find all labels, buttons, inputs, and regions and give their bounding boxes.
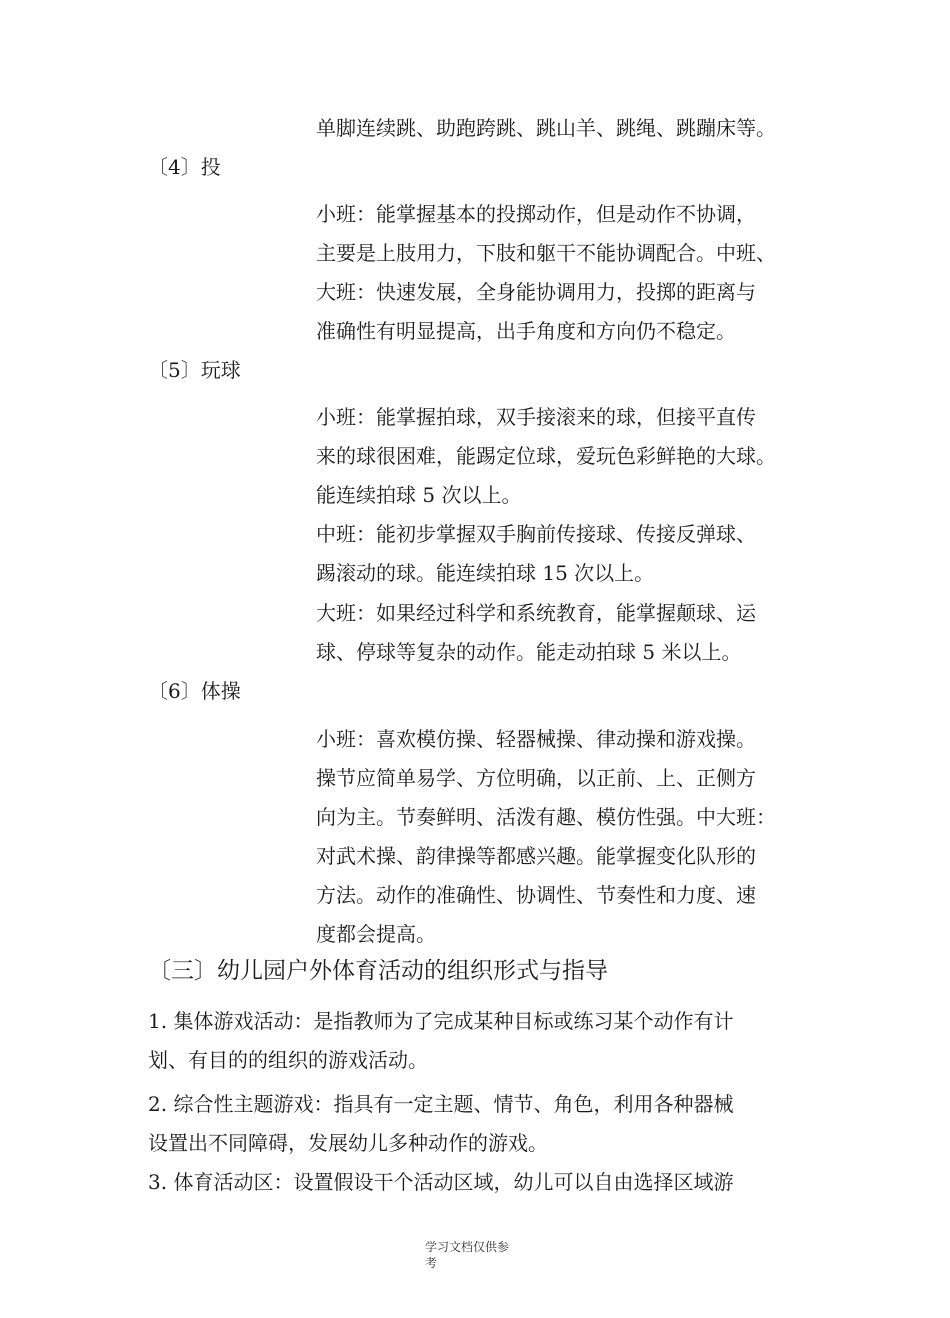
text-line: 向为主。节奏鲜明、活泼有趣、模仿性强。中大班： [316,805,776,829]
footer-note-line1: 学习文档仅供参 [425,1240,510,1254]
subheading-throw: 〔4〕投 [148,155,221,179]
text-line: 小班：喜欢模仿操、轻器械操、律动操和游戏操。 [316,727,756,751]
text-line: 设置出不同障碍，发展幼儿多种动作的游戏。 [148,1131,548,1155]
list-item-3: 3. 体育活动区：设置假设干个活动区域，幼儿可以自由选择区域游 [148,1170,734,1194]
text-line: 球、停球等复杂的动作。能走动拍球 5 米以上。 [316,640,742,664]
subheading-gymnastics: 〔6〕体操 [148,679,241,703]
list-item-1: 1. 集体游戏活动：是指教师为了完成某种目标或练习某个动作有计 [148,1009,734,1033]
text-line: 操节应简单易学、方位明确，以正前、上、正侧方 [316,766,756,790]
text-line: 方法。动作的准确性、协调性、节奏性和力度、速 [316,883,756,907]
text-line: 单脚连续跳、助跑跨跳、跳山羊、跳绳、跳蹦床等。 [316,116,776,140]
text-line: 大班：快速发展，全身能协调用力，投掷的距离与 [316,280,756,304]
section-heading: 〔三〕幼儿园户外体育活动的组织形式与指导 [148,958,608,984]
text-line: 来的球很困难，能踢定位球，爱玩色彩鲜艳的大球。 [316,444,776,468]
text-line: 小班：能掌握基本的投掷动作，但是动作不协调， [316,202,756,226]
footer-note-line2: 考 [425,1256,438,1270]
text-line: 度都会提高。 [316,922,436,946]
text-line: 中班：能初步掌握双手胸前传接球、传接反弹球、 [316,522,756,546]
subheading-ball: 〔5〕玩球 [148,358,241,382]
text-line: 能连续拍球 5 次以上。 [316,483,522,507]
text-line: 大班：如果经过科学和系统教育，能掌握颠球、运 [316,601,756,625]
text-line: 划、有目的的组织的游戏活动。 [148,1048,428,1072]
text-line: 踢滚动的球。能连续拍球 15 次以上。 [316,561,655,585]
text-line: 对武术操、韵律操等都感兴趣。能掌握变化队形的 [316,844,756,868]
text-line: 小班：能掌握拍球，双手接滚来的球，但接平直传 [316,405,756,429]
text-line: 主要是上肢用力，下肢和躯干不能协调配合。中班、 [316,241,776,265]
text-line: 准确性有明显提高，出手角度和方向仍不稳定。 [316,319,736,343]
list-item-2: 2. 综合性主题游戏：指具有一定主题、情节、角色，利用各种器械 [148,1092,734,1116]
